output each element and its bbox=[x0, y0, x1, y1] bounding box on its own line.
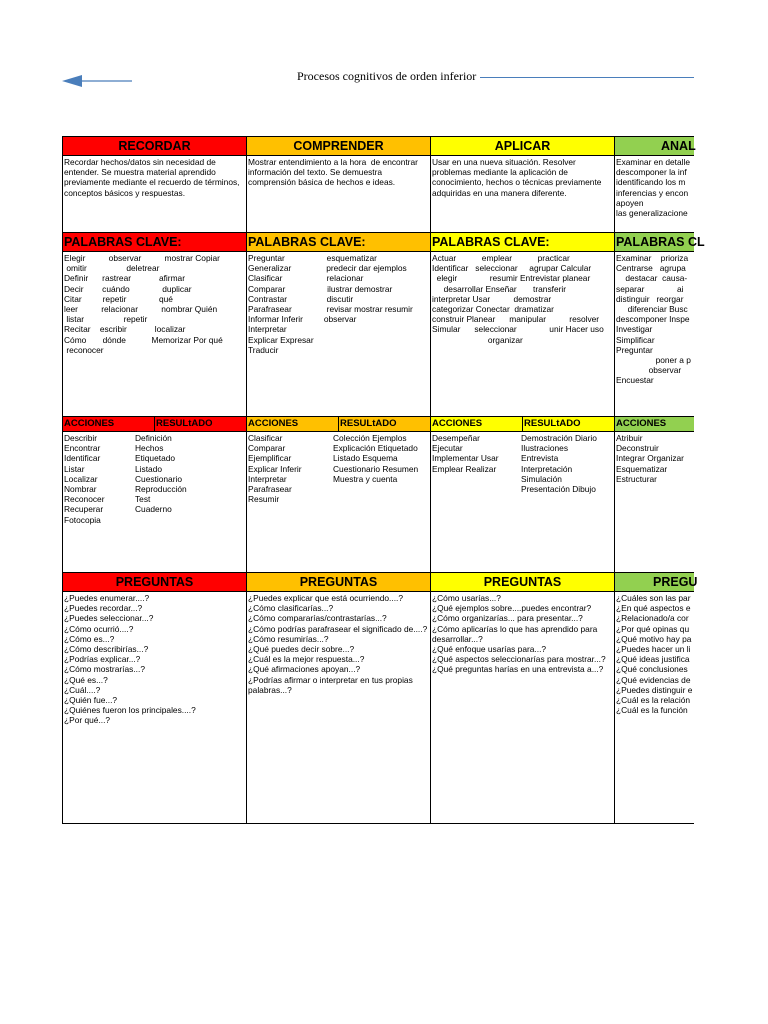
column-header: COMPRENDER bbox=[247, 136, 430, 156]
result-label: RESULtADO bbox=[524, 418, 581, 429]
actions-results bbox=[615, 432, 694, 572]
actions-results bbox=[63, 432, 246, 572]
cognitive-processes-table bbox=[62, 136, 705, 824]
results-list: Definición Hechos Etiquetado Listado Cuestionario Reproducción Test Cuaderno bbox=[135, 433, 187, 515]
actions-list: Desempeñar Ejecutar Implementar Usar Emplear Realizar bbox=[432, 433, 499, 474]
questions-header: PREGUNTAS bbox=[247, 572, 430, 592]
actions-list: Clasificar Comparar Ejemplificar Explicar Inferir Interpretar Parafrasear Resumir bbox=[248, 433, 302, 505]
column-header: RECORDAR bbox=[63, 136, 246, 156]
actions-results bbox=[247, 432, 430, 572]
column-header: APLICAR bbox=[431, 136, 614, 156]
keywords-header: PALABRAS CLAVE: bbox=[247, 232, 430, 252]
column-aplicar bbox=[430, 136, 614, 824]
column-bottom-border bbox=[247, 823, 430, 824]
actions-header bbox=[431, 416, 614, 432]
column-analizar bbox=[614, 136, 705, 824]
column-recordar bbox=[62, 136, 246, 824]
column-bottom-border bbox=[431, 823, 614, 824]
actions-label: ACCIONES bbox=[248, 418, 299, 429]
result-label: RESULtADO bbox=[156, 418, 213, 429]
questions-header: PREGUNTAS bbox=[63, 572, 246, 592]
questions-header: PREGUNTAS bbox=[431, 572, 614, 592]
column-description: Examinar en detalle descomponer la inf identificando los m inferencias y encon apoyen las generalizacione bbox=[616, 157, 691, 219]
column-header: ANAL bbox=[615, 136, 694, 156]
column-comprender bbox=[246, 136, 430, 824]
keywords-list: Preguntar esquematizar Generalizar predecir dar ejemplos Clasificar relacionar Comparar ilustrar demostrar Contrastar discutir Parafrasear revisar mostrar resumir Informar Inferir observar Interpretar Explicar Expresar Traducir bbox=[248, 253, 413, 355]
actions-results bbox=[431, 432, 614, 572]
actions-list: Atribuir Deconstruir Integrar Organizar Esquematizar Estructurar bbox=[616, 433, 684, 484]
results-list: Colección Ejemplos Explicación Etiquetado Listado Esquema Cuestionario Resumen Muestra y cuenta bbox=[333, 433, 419, 484]
actions-label: ACCIONES bbox=[616, 418, 667, 429]
actions-list: Describir Encontrar Identificar Listar Localizar Nombrar Reconocer Recuperar Fotocopia bbox=[64, 433, 105, 525]
column-bottom-border bbox=[615, 823, 694, 824]
keywords-list: Examinar prioriza Centrarse agrupa destacar causa- separar ai distinguir reorgar diferenciar Busc descomponer Inspe Investigar Simplificar Preguntar poner a p observar Encuestar bbox=[616, 253, 691, 386]
result-label: RESULtADO bbox=[340, 418, 397, 429]
questions-list: ¿Cómo usarías...? ¿Qué ejemplos sobre....puedes encontrar? ¿Cómo organizarías... para presentar...? ¿Cómo aplicarías lo que has aprendido para desarrollar...? ¿Qué enfoque usarías para...? ¿Qué aspectos seleccionarías para mostrar...? ¿Qué preguntas harías en una entrevista a...? bbox=[432, 593, 606, 675]
keywords-header: PALABRAS CLAVE: bbox=[431, 232, 614, 252]
actions-label: ACCIONES bbox=[64, 418, 115, 429]
column-description: Mostrar entendimiento a la hora de encontrar información del texto. Se demuestra comprensión básica de hechos e ideas. bbox=[248, 157, 421, 188]
column-bottom-border bbox=[63, 823, 246, 824]
questions-header: PREGU bbox=[615, 572, 694, 592]
column-description: Recordar hechos/datos sin necesidad de entender. Se muestra material aprendido previamente mediante el recuerdo de términos, conceptos básicos y respuestas. bbox=[64, 157, 242, 198]
actions-label: ACCIONES bbox=[432, 418, 483, 429]
document-title: Procesos cognitivos de orden inferior bbox=[297, 69, 477, 83]
actions-header bbox=[63, 416, 246, 432]
keywords-header: PALABRAS CLAVE: bbox=[63, 232, 246, 252]
keywords-list: Elegir observar mostrar Copiar omitir deletrear Definir rastrear afirmar Decir cuándo duplicar Citar repetir qué leer relacionar nombrar Quién listar repetir Recitar escribir localizar Cómo dónde Memorizar Por qué reconocer bbox=[64, 253, 223, 355]
actions-header bbox=[247, 416, 430, 432]
results-list: Demostración Diario Ilustraciones Entrevista Interpretación Simulación Presentación Dibujo bbox=[521, 433, 597, 495]
keywords-header: PALABRAS CL bbox=[615, 232, 694, 252]
title-underline bbox=[480, 77, 694, 78]
actions-header bbox=[615, 416, 694, 432]
keywords-list: Actuar emplear practicar Identificar seleccionar agrupar Calcular elegir resumir Entrevistar planear desarrollar Enseñar transferir interpretar Usar demostrar categorizar Conectar dramatizar construir Planear manipular resolver Simular seleccionar unir Hacer uso organizar bbox=[432, 253, 604, 345]
questions-list: ¿Puedes explicar que está ocurriendo....? ¿Cómo clasificarías...? ¿Cómo compararías/contrastarías...? ¿Cómo podrías parafrasear el significado de....? ¿Cómo resumirías...? ¿Qué puedes decir sobre...? ¿Cuál es la mejor respuesta...? ¿Qué afirmaciones apoyan...? ¿Podrías afirmar o interpretar en tus propias palabras...? bbox=[248, 593, 428, 695]
questions-list: ¿Cuáles son las par ¿En qué aspectos e ¿Relacionado/a cor ¿Por qué opinas qu ¿Qué motivo hay pa ¿Puedes hacer un li ¿Qué ideas justifica ¿Qué conclusiones ¿Qué evidencias de ¿Puedes distinguir e ¿Cuál es la relación ¿Cuál es la función bbox=[616, 593, 693, 716]
questions-list: ¿Puedes enumerar....? ¿Puedes recordar...? ¿Puedes seleccionar...? ¿Cómo ocurrió....? ¿Cómo es...? ¿Cómo describirías...? ¿Podrías explicar...? ¿Cómo mostrarías...? ¿Qué es...? ¿Cuál....? ¿Quién fue...? ¿Quiénes fueron los principales....? ¿Por qué...? bbox=[64, 593, 196, 726]
column-description: Usar en una nueva situación. Resolver problemas mediante la aplicación de conocimiento, hechos o técnicas previamente adquiridas en una manera diferente. bbox=[432, 157, 604, 198]
back-arrow-icon[interactable] bbox=[60, 70, 134, 92]
